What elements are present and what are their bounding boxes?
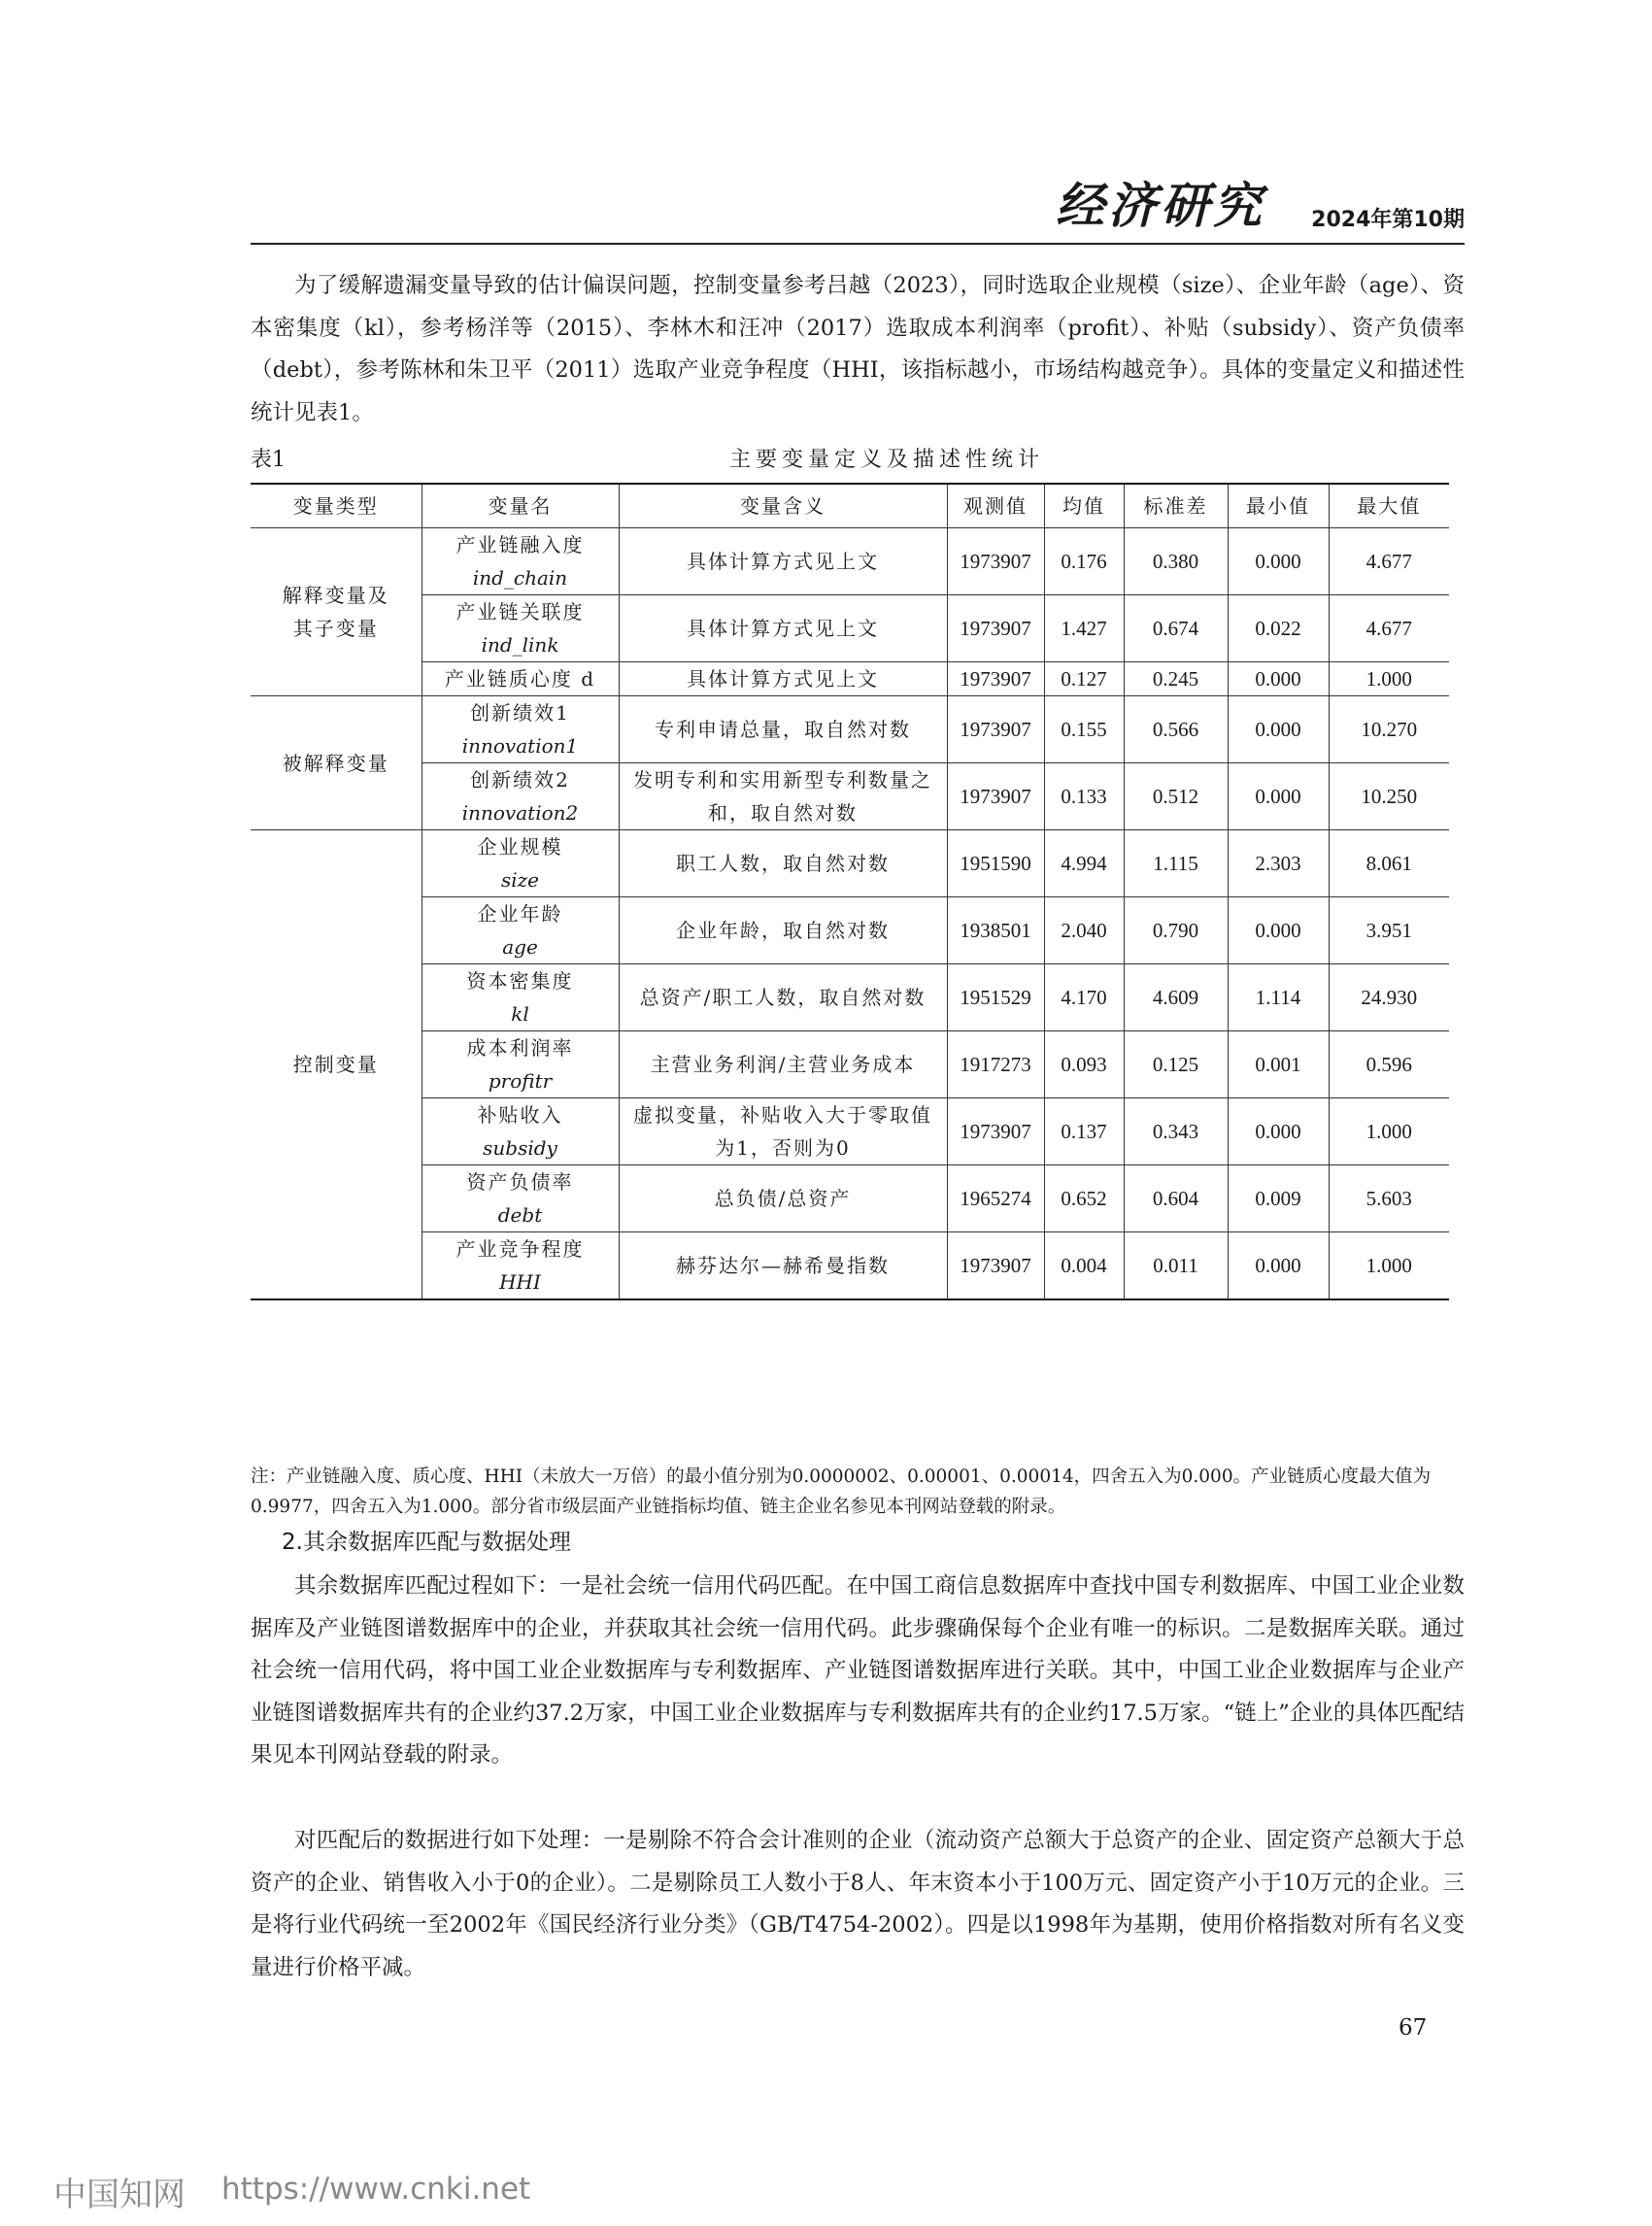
- variable-symbol: size: [500, 868, 540, 892]
- variable-symbol: innovation1: [461, 734, 579, 758]
- table-row: [251, 696, 1449, 763]
- stat-cell-max: 1.000: [1329, 1232, 1449, 1300]
- table-row: [251, 662, 1449, 696]
- variable-meaning-cell: 企业年龄，取自然对数: [619, 897, 947, 964]
- variable-name-cell: [421, 696, 619, 763]
- stat-cell-sd: 0.245: [1124, 662, 1228, 696]
- table-row: [251, 595, 1449, 662]
- stat-cell-n: 1965274: [947, 1165, 1044, 1232]
- table-note: 注：产业链融入度、质心度、HHI（未放大一万倍）的最小值分别为0.0000002、0.00001、0.00014，四舍五入为0.000。产业链质心度最大值为0.9977，四舍五入为1.000。部分省市级层面产业链指标均值、链主企业名参见本刊网站登载的附录。: [251, 1467, 1432, 1517]
- variable-meaning-cell: 职工人数，取自然对数: [619, 830, 947, 897]
- table-row: [251, 1165, 1449, 1232]
- matching-paragraph: 其余数据库匹配过程如下：一是社会统一信用代码匹配。在中国工商信息数据库中查找中国专利数据库、中国工业企业数据库及产业链图谱数据库中的企业，并获取其社会统一信用代码。此步骤确保每个企业有唯一的标识。二是数据库关联。通过社会统一信用代码，将中国工业企业数据库与专利数据库、产业链图谱数据库进行关联。其中，中国工业企业数据库与企业产业链图谱数据库共有的企业约37.2万家，中国工业企业数据库与专利数据库共有的企业约17.5万家。“链上”企业的具体匹配结果见本刊网站登载的附录。: [251, 1573, 1465, 1768]
- header-cell: 变量名: [421, 484, 619, 528]
- stat-cell-mean: 0.133: [1044, 763, 1124, 830]
- variable-name: 企业规模: [477, 835, 563, 859]
- stat-cell-min: 2.303: [1228, 830, 1329, 897]
- variable-meaning-cell: 具体计算方式见上文: [619, 662, 947, 696]
- stat-cell-sd: 0.380: [1124, 528, 1228, 595]
- table-row: [251, 964, 1449, 1031]
- stat-cell-sd: 0.512: [1124, 763, 1228, 830]
- stat-cell-sd: 1.115: [1124, 830, 1228, 897]
- stat-cell-max: 0.596: [1329, 1031, 1449, 1098]
- variable-name-cell: [421, 897, 619, 964]
- stat-cell-sd: 4.609: [1124, 964, 1228, 1031]
- header-cell: 观测值: [947, 484, 1044, 528]
- table-label: 表1: [251, 448, 286, 472]
- stat-cell-mean: 0.093: [1044, 1031, 1124, 1098]
- variable-name-cell: [421, 1031, 619, 1098]
- variable-symbol: innovation2: [461, 801, 579, 825]
- variable-symbol: profitr: [488, 1069, 553, 1093]
- variable-name: 创新绩效1: [470, 701, 570, 725]
- stat-cell-sd: 0.674: [1124, 595, 1228, 662]
- variable-meaning-cell: 具体计算方式见上文: [619, 528, 947, 595]
- variable-name-cell: [421, 763, 619, 830]
- stat-cell-min: 0.000: [1228, 897, 1329, 964]
- cnki-url[interactable]: https://www.cnki.net: [221, 2172, 531, 2207]
- stat-cell-mean: 4.994: [1044, 830, 1124, 897]
- stat-cell-max: 24.930: [1329, 964, 1449, 1031]
- stat-cell-max: 5.603: [1329, 1165, 1449, 1232]
- stat-cell-sd: 0.125: [1124, 1031, 1228, 1098]
- stat-cell-max: 1.000: [1329, 1098, 1449, 1165]
- stat-cell-n: 1973907: [947, 528, 1044, 595]
- stat-cell-sd: 0.790: [1124, 897, 1228, 964]
- stat-cell-max: 1.000: [1329, 662, 1449, 696]
- variable-symbol: debt: [497, 1203, 543, 1227]
- variable-meaning-cell: 发明专利和实用新型专利数量之和，取自然对数: [619, 763, 947, 830]
- variable-name: 资产负债率: [466, 1170, 574, 1194]
- table-row: [251, 763, 1449, 830]
- table-row: [251, 1031, 1449, 1098]
- stat-cell-min: 1.114: [1228, 964, 1329, 1031]
- stat-cell-n: 1973907: [947, 1098, 1044, 1165]
- cnki-logo: 中国知网: [53, 2175, 185, 2214]
- header-cell: 变量含义: [619, 484, 947, 528]
- stat-cell-n: 1973907: [947, 763, 1044, 830]
- table-row: [251, 1098, 1449, 1165]
- header-cell: 标准差: [1124, 484, 1228, 528]
- variable-meaning-cell: 赫芬达尔—赫希曼指数: [619, 1232, 947, 1300]
- descriptive-stats-table: [251, 483, 1449, 1300]
- stat-cell-mean: 0.004: [1044, 1232, 1124, 1300]
- stat-cell-max: 10.250: [1329, 763, 1449, 830]
- variable-name-cell: [421, 662, 619, 696]
- stat-cell-min: 0.001: [1228, 1031, 1329, 1098]
- stat-cell-max: 3.951: [1329, 897, 1449, 964]
- variable-type-cell: 控制变量: [251, 830, 421, 1300]
- processing-paragraph: 对匹配后的数据进行如下处理：一是剔除不符合会计准则的企业（流动资产总额大于总资产的企业、固定资产总额大于总资产的企业、销售收入小于0的企业）。二是剔除员工人数小于8人、年末资本小于100万元、固定资产小于10万元的企业。三是将行业代码统一至2002年《国民经济行业分类》（GB/T4754-2002）。四是以1998年为基期，使用价格指数对所有名义变量进行价格平减。: [251, 1828, 1465, 1980]
- stat-cell-sd: 0.566: [1124, 696, 1228, 763]
- stat-cell-n: 1938501: [947, 897, 1044, 964]
- stat-cell-mean: 0.127: [1044, 662, 1124, 696]
- stat-cell-min: 0.000: [1228, 1232, 1329, 1300]
- stat-cell-mean: 0.137: [1044, 1098, 1124, 1165]
- header-cell: 变量类型: [251, 484, 421, 528]
- stat-cell-mean: 1.427: [1044, 595, 1124, 662]
- variable-symbol: age: [502, 935, 538, 959]
- table-row: [251, 1232, 1449, 1300]
- stat-cell-min: 0.000: [1228, 696, 1329, 763]
- variable-meaning-cell: 总负债/总资产: [619, 1165, 947, 1232]
- stat-cell-min: 0.022: [1228, 595, 1329, 662]
- stat-cell-max: 10.270: [1329, 696, 1449, 763]
- variable-name: 创新绩效2: [470, 768, 570, 792]
- table-row: [251, 830, 1449, 897]
- variable-meaning-cell: 专利申请总量，取自然对数: [619, 696, 947, 763]
- variable-name-cell: [421, 964, 619, 1031]
- variable-name-cell: [421, 1232, 619, 1300]
- stat-cell-n: 1973907: [947, 1232, 1044, 1300]
- page-header: [251, 177, 1465, 245]
- variable-type-cell: 解释变量及其子变量: [251, 528, 421, 696]
- variable-name: 产业竞争程度: [455, 1237, 585, 1261]
- variable-name-cell: [421, 595, 619, 662]
- stat-cell-min: 0.000: [1228, 1098, 1329, 1165]
- stat-cell-n: 1973907: [947, 595, 1044, 662]
- stat-cell-max: 4.677: [1329, 595, 1449, 662]
- variable-name-cell: [421, 1165, 619, 1232]
- stat-cell-mean: 2.040: [1044, 897, 1124, 964]
- variable-name-cell: [421, 528, 619, 595]
- variable-name: 企业年龄: [477, 902, 563, 926]
- stat-cell-sd: 0.011: [1124, 1232, 1228, 1300]
- stat-cell-n: 1951590: [947, 830, 1044, 897]
- stat-cell-n: 1973907: [947, 696, 1044, 763]
- variable-name-cell: [421, 830, 619, 897]
- stat-cell-mean: 0.176: [1044, 528, 1124, 595]
- journal-logo: 经济研究: [1056, 177, 1265, 234]
- table-caption: [251, 443, 1465, 476]
- stat-cell-mean: 4.170: [1044, 964, 1124, 1031]
- variable-symbol: HHI: [499, 1270, 541, 1294]
- variable-meaning-cell: 虚拟变量，补贴收入大于零取值为1，否则为0: [619, 1098, 947, 1165]
- variable-symbol: ind_link: [481, 633, 559, 657]
- variable-name: 产业链关联度: [455, 600, 585, 624]
- header-cell: 最小值: [1228, 484, 1329, 528]
- variable-symbol: ind_chain: [472, 566, 568, 590]
- table-body: [251, 528, 1449, 1300]
- header-cell: 均值: [1044, 484, 1124, 528]
- table-row: [251, 897, 1449, 964]
- stat-cell-mean: 0.652: [1044, 1165, 1124, 1232]
- page-number: 67: [1399, 2015, 1428, 2040]
- variable-type-cell: 被解释变量: [251, 696, 421, 830]
- variable-name: 补贴收入: [477, 1103, 563, 1127]
- variable-meaning-cell: 总资产/职工人数，取自然对数: [619, 964, 947, 1031]
- stat-cell-max: 8.061: [1329, 830, 1449, 897]
- stat-cell-min: 0.000: [1228, 763, 1329, 830]
- variable-symbol: subsidy: [483, 1136, 557, 1160]
- variable-name-cell: [421, 1098, 619, 1165]
- stat-cell-mean: 0.155: [1044, 696, 1124, 763]
- stat-cell-n: 1951529: [947, 964, 1044, 1031]
- intro-paragraph: 为了缓解遗漏变量导致的估计偏误问题，控制变量参考吕越（2023），同时选取企业规模（size）、企业年龄（age）、资本密集度（kl），参考杨洋等（2015）、李林木和汪冲（2017）选取成本利润率（profit）、补贴（subsidy）、资产负债率（debt），参考陈林和朱卫平（2011）选取产业竞争程度（HHI，该指标越小，市场结构越竞争）。具体的变量定义和描述性统计见表1。: [251, 273, 1465, 425]
- variable-meaning-cell: 具体计算方式见上文: [619, 595, 947, 662]
- variable-meaning-cell: 主营业务利润/主营业务成本: [619, 1031, 947, 1098]
- table-header-row: [251, 484, 1449, 528]
- variable-name: 产业链融入度: [455, 533, 585, 556]
- stat-cell-n: 1973907: [947, 662, 1044, 696]
- variable-name: 资本密集度: [466, 969, 574, 993]
- header-cell: 最大值: [1329, 484, 1449, 528]
- stat-cell-sd: 0.604: [1124, 1165, 1228, 1232]
- stat-cell-min: 0.000: [1228, 662, 1329, 696]
- variable-name: 成本利润率: [466, 1036, 574, 1060]
- stat-cell-min: 0.009: [1228, 1165, 1329, 1232]
- stat-cell-sd: 0.343: [1124, 1098, 1228, 1165]
- variable-symbol: kl: [511, 1002, 529, 1026]
- table-row: [251, 528, 1449, 595]
- stat-cell-n: 1917273: [947, 1031, 1044, 1098]
- issue-label: 2024年第10期: [1311, 208, 1465, 232]
- variable-name: 产业链质心度 d: [444, 667, 596, 691]
- stat-cell-max: 4.677: [1329, 528, 1449, 595]
- section-heading: 2.其余数据库匹配与数据处理: [282, 1530, 571, 1555]
- table-title: 主要变量定义及描述性统计: [728, 448, 1044, 472]
- stat-cell-min: 0.000: [1228, 528, 1329, 595]
